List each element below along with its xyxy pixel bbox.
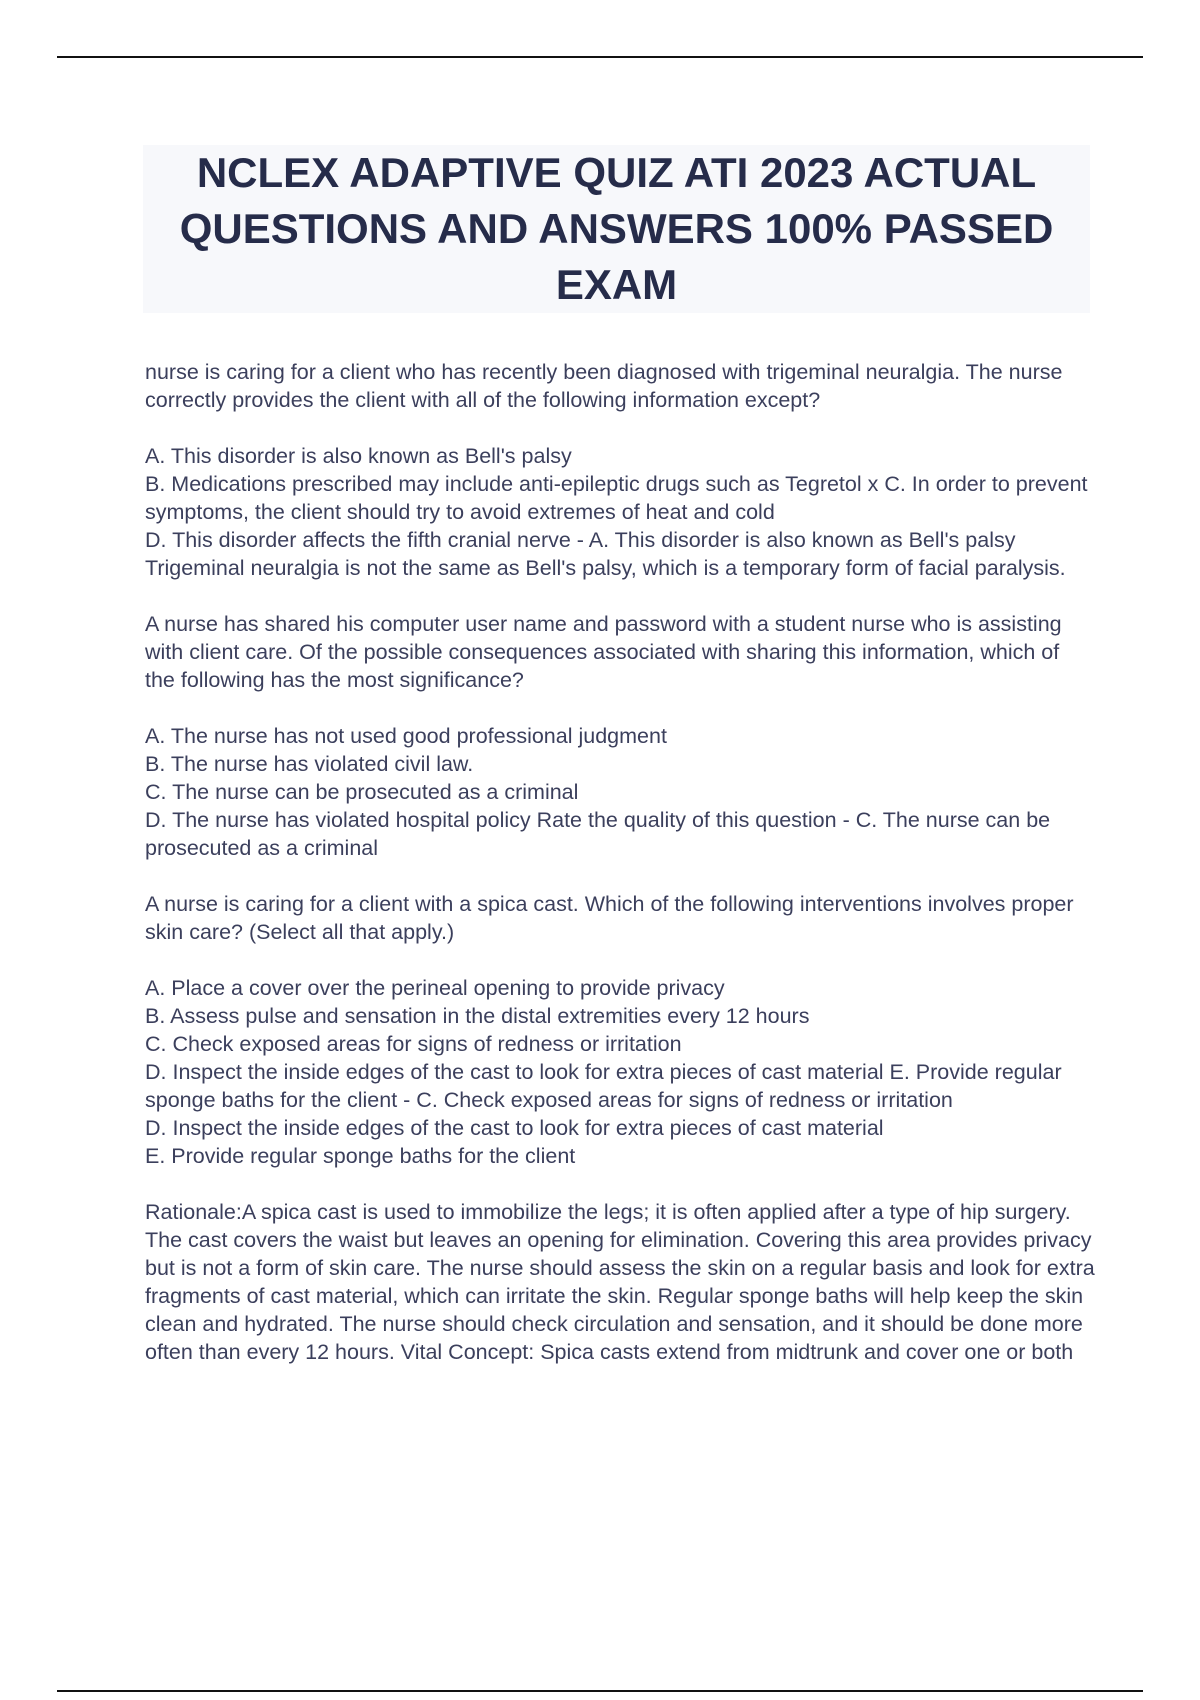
- option-line: A. Place a cover over the perineal opening to provide privacy: [145, 976, 725, 1000]
- option-line: B. The nurse has violated civil law.: [145, 752, 474, 776]
- document-body: [145, 358, 1095, 1394]
- option-line: C. Check exposed areas for signs of redness or irritation: [145, 1032, 682, 1056]
- option-line: D. The nurse has violated hospital policy Rate the quality of this question - C. The nurse can be prosecuted as a criminal: [145, 808, 1051, 860]
- option-line: A. This disorder is also known as Bell's palsy: [145, 444, 572, 468]
- option-line: D. Inspect the inside edges of the cast to look for extra pieces of cast material: [145, 1116, 884, 1140]
- question-1-options: [145, 442, 1095, 582]
- question-2-options: [145, 722, 1095, 862]
- question-2-text: A nurse has shared his computer user name and password with a student nurse who is assisting with client care. Of the possible consequences associated with sharing this information, which of the following has the most significance?: [145, 612, 1062, 692]
- option-line: D. Inspect the inside edges of the cast to look for extra pieces of cast material E. Provide regular sponge baths for the client - C. Check exposed areas for signs of redness or irritation: [145, 1060, 1062, 1112]
- option-line: A. The nurse has not used good professional judgment: [145, 724, 667, 748]
- question-1-text: nurse is caring for a client who has recently been diagnosed with trigeminal neuralgia. The nurse correctly provides the client with all of the following information except?: [145, 360, 1063, 412]
- question-3-options: [145, 974, 1095, 1170]
- option-line: B. Assess pulse and sensation in the distal extremities every 12 hours: [145, 1004, 810, 1028]
- question-3-text: A nurse is caring for a client with a spica cast. Which of the following interventions involves proper skin care? (Select all that apply.): [145, 892, 1074, 944]
- option-line: D. This disorder affects the fifth cranial nerve - A. This disorder is also known as Bell's palsy Trigeminal neuralgia is not the same as Bell's palsy, which is a temporary form of facial paralysis.: [145, 528, 1066, 580]
- option-line: E. Provide regular sponge baths for the client: [145, 1144, 576, 1168]
- document-title: NCLEX ADAPTIVE QUIZ ATI 2023 ACTUAL QUESTIONS AND ANSWERS 100% PASSED EXAM: [179, 149, 1054, 308]
- bottom-rule: [57, 1690, 1143, 1692]
- question-3-rationale: Rationale:A spica cast is used to immobilize the legs; it is often applied after a type of hip surgery. The cast covers the waist but leaves an opening for elimination. Covering this area provides privacy but is not a form of skin care. The nurse should assess the skin on a regular basis and look for extra fragments of cast material, which can irritate the skin. Regular sponge baths will help keep the skin clean and hydrated. The nurse should check circulation and sensation, and it should be done more often than every 12 hours. Vital Concept: Spica casts extend from midtrunk and cover one or both: [145, 1200, 1095, 1364]
- title-banner: [143, 145, 1090, 313]
- top-rule: [57, 56, 1143, 58]
- option-line: C. The nurse can be prosecuted as a criminal: [145, 780, 579, 804]
- option-line: B. Medications prescribed may include anti-epileptic drugs such as Tegretol x C. In order to prevent symptoms, the client should try to avoid extremes of heat and cold: [145, 472, 1088, 524]
